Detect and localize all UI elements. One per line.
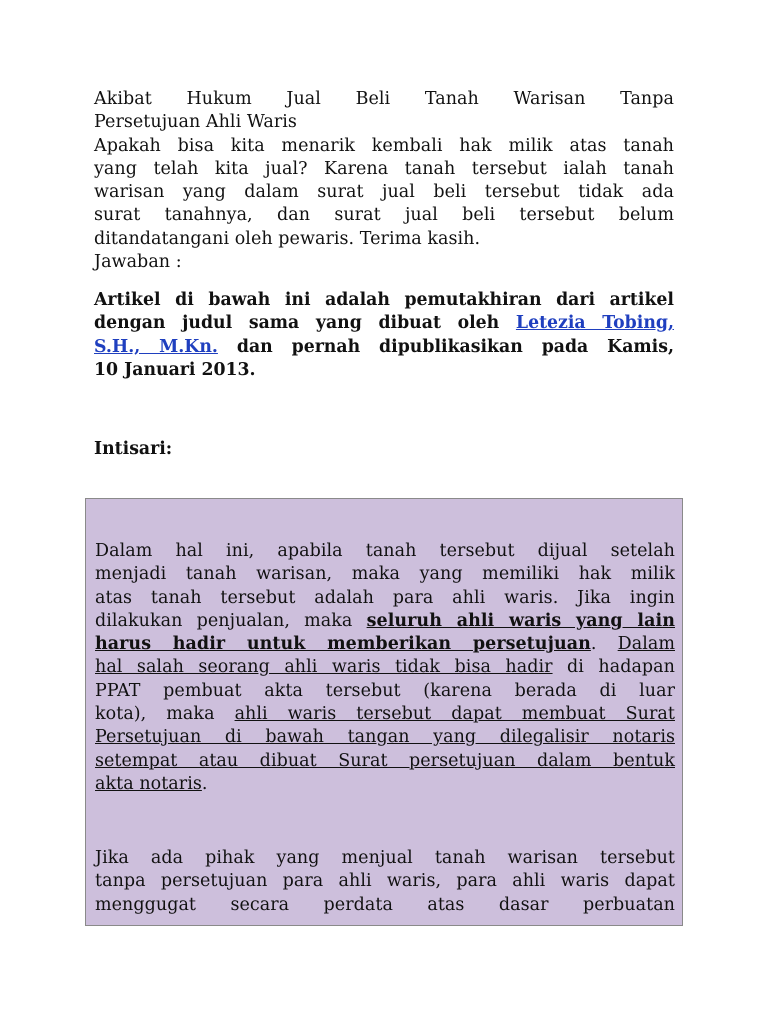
p1-line-6-text: di hadapan (567, 657, 675, 678)
update-note-line-4: 10 Januari 2013. (94, 360, 256, 381)
p2-line-3: menggugat secara perdata atas dasar perbuatan (95, 894, 675, 915)
update-note-line-3-text: dan pernah dipublikasikan pada Kamis, (236, 336, 674, 357)
p1-line-8-underline: ahli waris tersebut dapat membuat Surat (234, 704, 675, 725)
question-title-line-2: Persetujuan Ahli Waris (94, 112, 297, 133)
update-note-line-2-text: dengan judul sama yang dibuat oleh (94, 313, 500, 334)
question-body-line-1: Apakah bisa kita menarik kembali hak milik atas tanah (94, 135, 674, 156)
question-section (94, 88, 674, 274)
p1-line-11-underline: akta notaris (95, 773, 202, 794)
p1-line-5-period: . (590, 634, 597, 655)
p2-line-2: tanpa persetujuan para ahli waris, para ahli waris dapat (95, 871, 675, 892)
update-note-line-3 (94, 336, 674, 359)
summary-box (85, 498, 683, 926)
p1-line-8-text: kota), maka (95, 704, 215, 725)
question-body-line-2: yang telah kita jual? Karena tanah tersebut ialah tanah (94, 158, 674, 179)
question-title-line-1: Akibat Hukum Jual Beli Tanah Warisan Tanpa (94, 89, 674, 109)
p1-line-6 (95, 656, 675, 679)
p1-line-4-emphasis: seluruh ahli waris yang lain (366, 610, 675, 631)
p1-line-11-period: . (201, 773, 208, 794)
p1-line-5-underline: Dalam (617, 634, 675, 655)
question-body-line-3: warisan yang dalam surat jual beli tersebut tidak ada (94, 182, 674, 203)
update-note (94, 289, 674, 383)
p1-line-10 (95, 750, 675, 773)
update-note-line-2 (94, 312, 674, 335)
answer-label: Jawaban : (94, 252, 182, 273)
summary-heading (94, 438, 674, 461)
p1-line-8 (95, 703, 675, 726)
p1-line-10-underline: setempat atau dibuat Surat persetujuan dalam bentuk (95, 750, 675, 771)
summary-paragraph-2 (95, 847, 675, 917)
p1-line-5 (95, 633, 675, 656)
p1-line-11 (95, 773, 675, 796)
p1-line-5-emphasis: harus hadir untuk memberikan persetujuan (95, 634, 591, 655)
p1-line-9-underline: Persetujuan di bawah tangan yang dilegalisir notaris (95, 727, 675, 748)
summary-paragraph-1 (95, 540, 675, 796)
update-note-line-1: Artikel di bawah ini adalah pemutakhiran dari artikel (94, 290, 674, 310)
question-body-line-4: surat tanahnya, dan surat jual beli tersebut belum (94, 205, 674, 226)
p1-line-7: PPAT pembuat akta tersebut (karena berada di luar (95, 680, 675, 701)
p1-line-2: menjadi tanah warisan, maka yang memiliki hak milik (95, 564, 675, 585)
p1-line-4 (95, 610, 675, 633)
question-body-line-5: ditandatangani oleh pewaris. Terima kasih. (94, 228, 481, 249)
summary-heading-text: Intisari: (94, 439, 173, 459)
p1-line-1: Dalam hal ini, apabila tanah tersebut dijual setelah (95, 541, 675, 561)
p1-line-3: atas tanah tersebut adalah para ahli waris. Jika ingin (95, 587, 675, 608)
p1-line-4-text: dilakukan penjualan, maka (95, 610, 353, 631)
p1-line-6-underline: hal salah seorang ahli waris tidak bisa hadir (95, 657, 553, 678)
author-link-cont[interactable]: S.H., M.Kn. (94, 336, 218, 357)
p2-line-1: Jika ada pihak yang menjual tanah warisan tersebut (95, 848, 675, 868)
p1-line-9 (95, 726, 675, 749)
author-link[interactable]: Letezia Tobing, (515, 313, 674, 334)
